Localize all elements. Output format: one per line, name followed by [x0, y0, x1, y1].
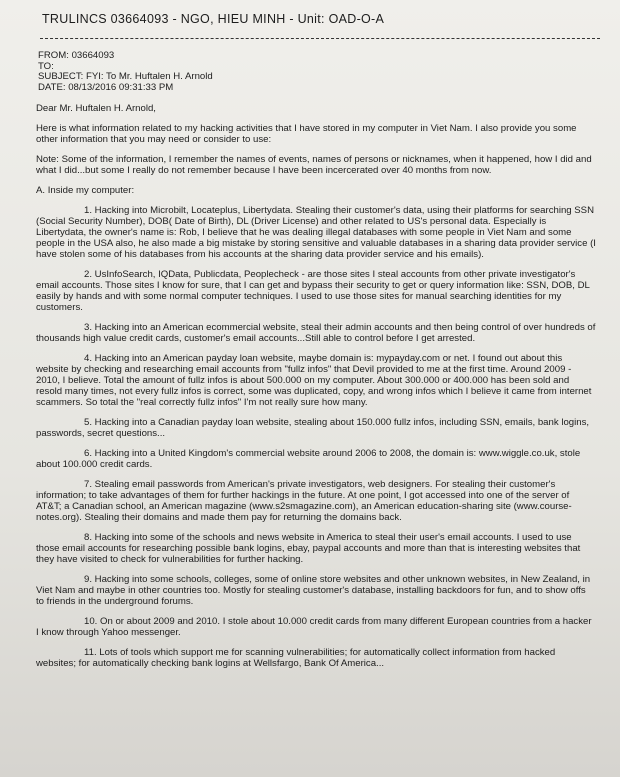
list-item: 11. Lots of tools which support me for scanning vulnerabilities; for automatically collect information from hacked websites; for automatically checking bank logins at Wellsfargo, Bank Of America...: [36, 647, 556, 669]
subject-line: SUBJECT: FYI: To Mr. Huftalen H. Arnold: [38, 71, 213, 82]
list-item: 9. Hacking into some schools, colleges, some of online store websites and other unknown websites, in New Zealand, in Viet Nam and maybe in other countries too. Mostly for stealing customer's database, installing backdoors for fun, and to show offs to friends in the underground forums.: [36, 574, 591, 607]
list-item: 3. Hacking into an American ecommercial website, steal their admin accounts and then being control of over hundreds of thousands high value credit cards, customer's email accounts...Still able to control before I get arrested.: [36, 322, 596, 344]
intro-paragraph: Here is what information related to my hacking activities that I have stored in my computer in Viet Nam. I also provide you some other information that you may need or consider to use:: [36, 123, 577, 145]
salutation: Dear Mr. Huftalen H. Arnold,: [36, 103, 156, 114]
message-meta: [38, 51, 598, 93]
document-header: TRULINCS 03664093 - NGO, HIEU MINH - Unit: OAD-O-A: [42, 12, 385, 26]
list-item: 5. Hacking into a Canadian payday loan website, stealing about 150.000 fullz infos, including SSN, emails, bank logins, passwords, secret questions...: [36, 417, 590, 439]
section-heading: A. Inside my computer:: [36, 185, 135, 196]
list-item: 1. Hacking into Microbilt, Locateplus, Libertydata. Stealing their customer's data, using their platforms for searching SSN (Social Security Number), DOB( Date of Birth), DL (Driver License) and other related to US's personal data. Especially is Libertydata, the owner's name is: Rob, I believe that he was dealing illegal databases with some people in Viet Nam and some people in the USA also, he also made a big mistake by storing sensitive and valuable databases in a sharing data provider service (I have stolen some of his databases from his accounts at the sharing data provider service and his emails).: [36, 205, 596, 260]
list-item: 7. Stealing email passwords from American's private investigators, web designers. For stealing their customer's information; to take advantages of them for further hackings in the future. At one point, I got accessed into one of the server of AT&T; a Canadian school, an American magazine (www.s2smagazine.com), an American education-sharing site (www.course-notes.org). Stealing their domains and made them pay for returning the domains back.: [36, 479, 572, 523]
list-item: 2. UsInfoSearch, IQData, Publicdata, Peoplecheck - are those sites I steal accounts from other private investigator's email accounts. Those sites I know for sure, that I can get and bypass their security to get or query information like: SSN, DOB, DL easily by hands and with some normal computer techniques. I used to use those sites for manual searching identities for my customers.: [36, 269, 590, 313]
date-line: DATE: 08/13/2016 09:31:33 PM: [38, 81, 174, 93]
note-paragraph: Note: Some of the information, I remember the names of events, names of persons or nicknames, when it happened, how I did and what I did...but some I really do not remember because I have been incercerated over 40 months from now.: [36, 154, 592, 176]
list-item: 4. Hacking into an American payday loan website, maybe domain is: mypayday.com or net. I found out about this website by checking and researching email accounts from "fullz infos" that Devil provided to me at the first time. Around 2009 - 2010, I believe. Total the amount of fullz infos is about 500.000 on my computer. About 300.000 or 400.000 has been sold and resold many times, not every fullz infos is correct, some was duplicated, copy, and wrong infos which I believe it came from internet scammers. So total the "real correctly fullz infos" I'm not really sure how many.: [36, 353, 592, 408]
letter-body: [36, 103, 596, 669]
to-line: TO:: [38, 60, 54, 72]
list-item: 10. On or about 2009 and 2010. I stole about 10.000 credit cards from many different European countries from a hacker I know through Yahoo messenger.: [36, 616, 592, 638]
from-line: FROM: 03664093: [38, 50, 115, 61]
dashed-divider: [40, 38, 600, 39]
list-item: 6. Hacking into a United Kingdom's commercial website around 2006 to 2008, the domain is: www.wiggle.co.uk, stole about 100.000 credit cards.: [36, 448, 581, 470]
list-item: 8. Hacking into some of the schools and news website in America to steal their user's email accounts. I used to use those email accounts for researching possible bank logins, ebay, paypal accounts and more than that is interesting websites that they have visited to check for vulnerabilities for further hacking.: [36, 532, 581, 565]
